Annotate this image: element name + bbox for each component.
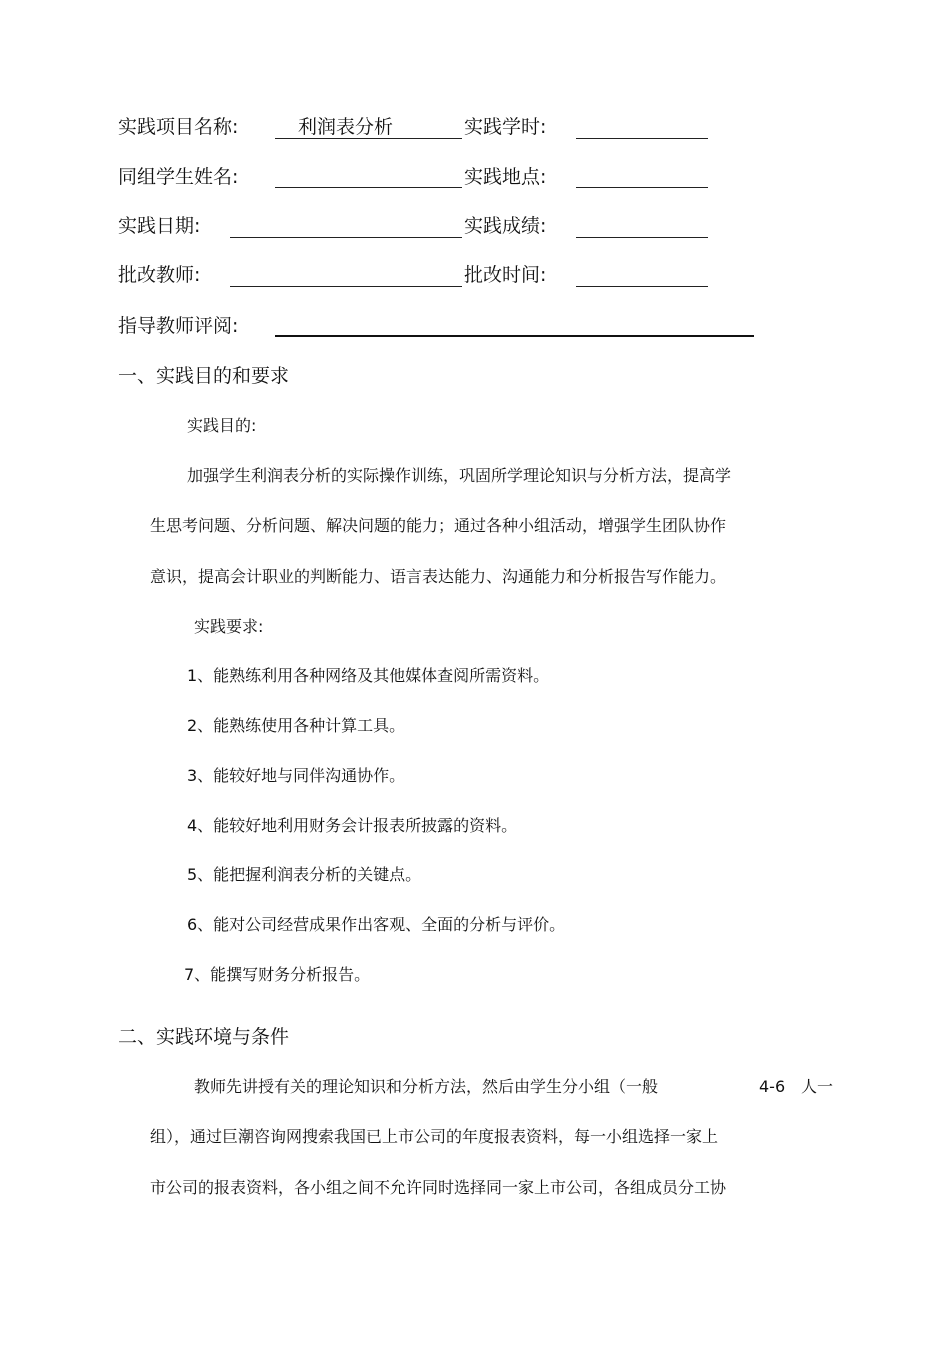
- location-underline: [576, 187, 708, 188]
- purpose-line-1: 加强学生利润表分析的实际操作训练，巩固所学理论知识与分析方法，提高学: [187, 466, 732, 485]
- date-underline: [230, 237, 462, 238]
- group-members-label: 同组学生姓名:: [118, 166, 239, 188]
- grader-underline: [230, 286, 462, 287]
- review-label: 指导教师评阅:: [118, 315, 239, 337]
- grading-time-underline: [576, 286, 708, 287]
- environment-line-1c: 人一: [801, 1077, 834, 1096]
- group-members-underline: [275, 187, 462, 188]
- requirement-item: 5、能把握利润表分析的关键点。: [187, 865, 422, 884]
- purpose-line-2: 生思考问题、分析问题、解决问题的能力；通过各种小组活动，增强学生团队协作: [150, 516, 727, 535]
- requirement-item: 3、能较好地与同伴沟通协作。: [187, 766, 406, 785]
- hours-underline: [576, 138, 708, 139]
- environment-line-1a: 教师先讲授有关的理论知识和分析方法，然后由学生分小组（一般: [194, 1077, 659, 1096]
- requirement-item: 1、能熟练利用各种网络及其他媒体查阅所需资料。: [187, 666, 550, 685]
- hours-label: 实践学时:: [464, 116, 547, 138]
- requirement-item: 6、能对公司经营成果作出客观、全面的分析与评价。: [187, 915, 566, 934]
- grader-label: 批改教师:: [118, 264, 201, 286]
- date-label: 实践日期:: [118, 215, 201, 237]
- section2-title: 二、实践环境与条件: [118, 1026, 290, 1048]
- requirement-item: 7、能撰写财务分析报告。: [184, 965, 371, 984]
- score-label: 实践成绩:: [464, 215, 547, 237]
- section1-title: 一、实践目的和要求: [118, 365, 290, 387]
- purpose-line-3: 意识，提高会计职业的判断能力、语言表达能力、沟通能力和分析报告写作能力。: [150, 567, 727, 586]
- review-underline: [275, 335, 754, 337]
- environment-line-1b: 4-6: [759, 1077, 786, 1096]
- score-underline: [576, 237, 708, 238]
- requirements-heading: 实践要求:: [194, 617, 264, 636]
- purpose-heading: 实践目的:: [187, 416, 257, 435]
- environment-line-2: 组），通过巨潮咨询网搜索我国已上市公司的年度报表资料，每一小组选择一家上: [150, 1127, 719, 1146]
- location-label: 实践地点:: [464, 166, 547, 188]
- project-name-label: 实践项目名称:: [118, 116, 239, 138]
- grading-time-label: 批改时间:: [464, 264, 547, 286]
- environment-line-3: 市公司的报表资料，各小组之间不允许同时选择同一家上市公司，各组成员分工协: [150, 1178, 727, 1197]
- project-name-underline: [275, 138, 462, 139]
- project-name-value: 利润表分析: [298, 116, 394, 138]
- requirement-item: 2、能熟练使用各种计算工具。: [187, 716, 406, 735]
- requirement-item: 4、能较好地利用财务会计报表所披露的资料。: [187, 816, 518, 835]
